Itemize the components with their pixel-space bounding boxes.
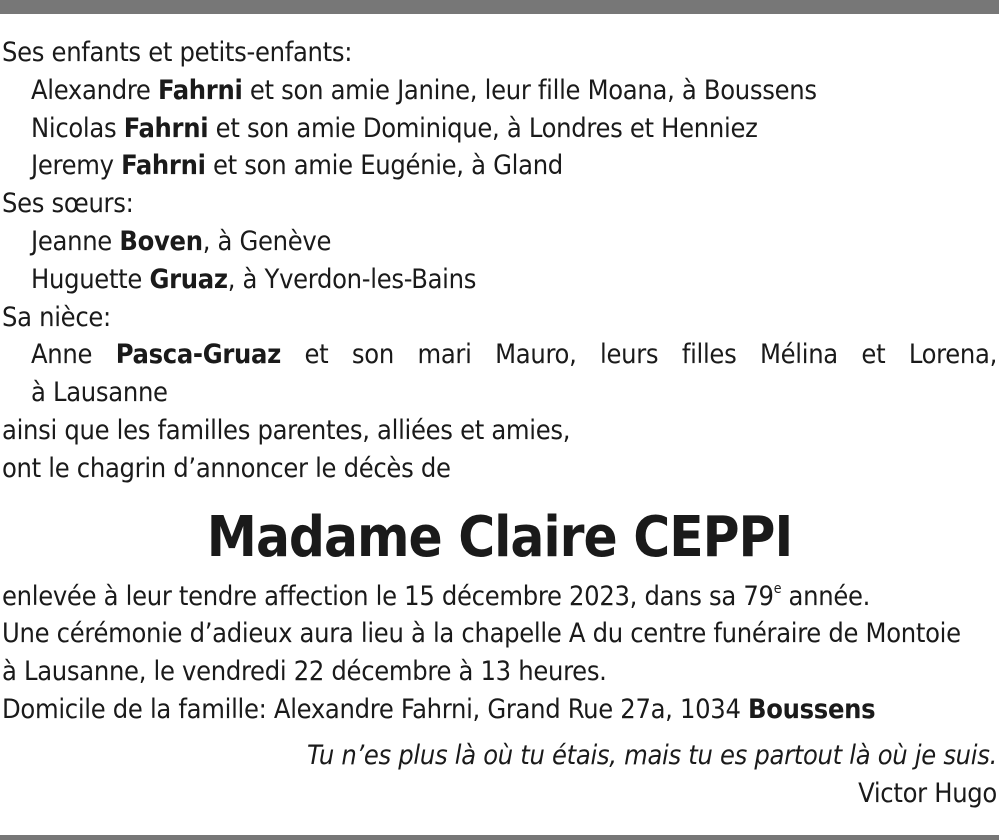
- member-details: et son mari Mauro, leurs filles Mélina et Lorena,: [280, 339, 997, 371]
- deceased-name: Madame Claire CEPPI: [206, 504, 793, 570]
- quote: Tu n’es plus là où tu étais, mais tu es partout là où je suis.: [307, 739, 997, 771]
- surname: Pasca-Gruaz: [115, 339, 281, 371]
- first-name: Nicolas: [31, 112, 117, 144]
- first-name: Huguette: [31, 263, 143, 295]
- ceremony-line: à Lausanne, le vendredi 22 décembre à 13 heures.: [2, 656, 607, 688]
- surname: Boven: [119, 225, 203, 257]
- niece-heading: Sa nièce:: [2, 301, 111, 333]
- children-heading: Ses enfants et petits-enfants:: [2, 37, 353, 68]
- family-member-line: [2, 72, 997, 110]
- family-member-line: [2, 147, 997, 185]
- first-name: Jeremy: [31, 150, 114, 182]
- member-details: et son amie Eugénie, à Gland: [205, 150, 563, 182]
- sisters-heading: Ses sœurs:: [2, 188, 134, 220]
- family-member-line: [2, 110, 997, 148]
- domicile-text: Domicile de la famille: Alexandre Fahrni, Grand Rue 27a, 1034: [2, 693, 749, 725]
- death-text-end: année.: [781, 580, 871, 612]
- families-line: ainsi que les familles parentes, alliées et amies,: [2, 414, 571, 446]
- surname: Fahrni: [121, 150, 206, 182]
- family-member-line: [2, 223, 997, 261]
- surname: Fahrni: [123, 112, 209, 144]
- family-member-line: [2, 261, 997, 299]
- top-divider: [0, 0, 999, 14]
- death-details: [2, 578, 997, 616]
- member-details: , à Yverdon-les-Bains: [227, 263, 477, 295]
- domicile-town: Boussens: [748, 693, 876, 725]
- surname: Gruaz: [149, 263, 228, 295]
- ceremony-line: Une cérémonie d’adieux aura lieu à la chapelle A du centre funéraire de Montoie: [2, 618, 961, 650]
- domicile-line: [2, 691, 997, 729]
- death-text: enlevée à leur tendre affection le 15 décembre 2023, dans sa 79: [2, 580, 774, 612]
- announcement-line: ont le chagrin d’annoncer le décès de: [2, 452, 451, 484]
- obituary-notice: [2, 34, 997, 812]
- quote-author: Victor Hugo: [858, 777, 997, 809]
- member-details: et son amie Janine, leur fille Moana, à Boussens: [242, 74, 817, 106]
- first-name: Jeanne: [31, 225, 112, 257]
- member-details: et son amie Dominique, à Londres et Henniez: [208, 112, 758, 144]
- first-name: Anne: [31, 339, 93, 371]
- bottom-divider: [0, 835, 999, 840]
- family-member-line-continued: à Lausanne: [31, 377, 168, 409]
- ordinal-suffix: e: [773, 580, 782, 597]
- family-member-line: [2, 336, 997, 374]
- first-name: Alexandre: [31, 74, 151, 106]
- member-details: , à Genève: [202, 225, 332, 257]
- surname: Fahrni: [157, 74, 243, 106]
